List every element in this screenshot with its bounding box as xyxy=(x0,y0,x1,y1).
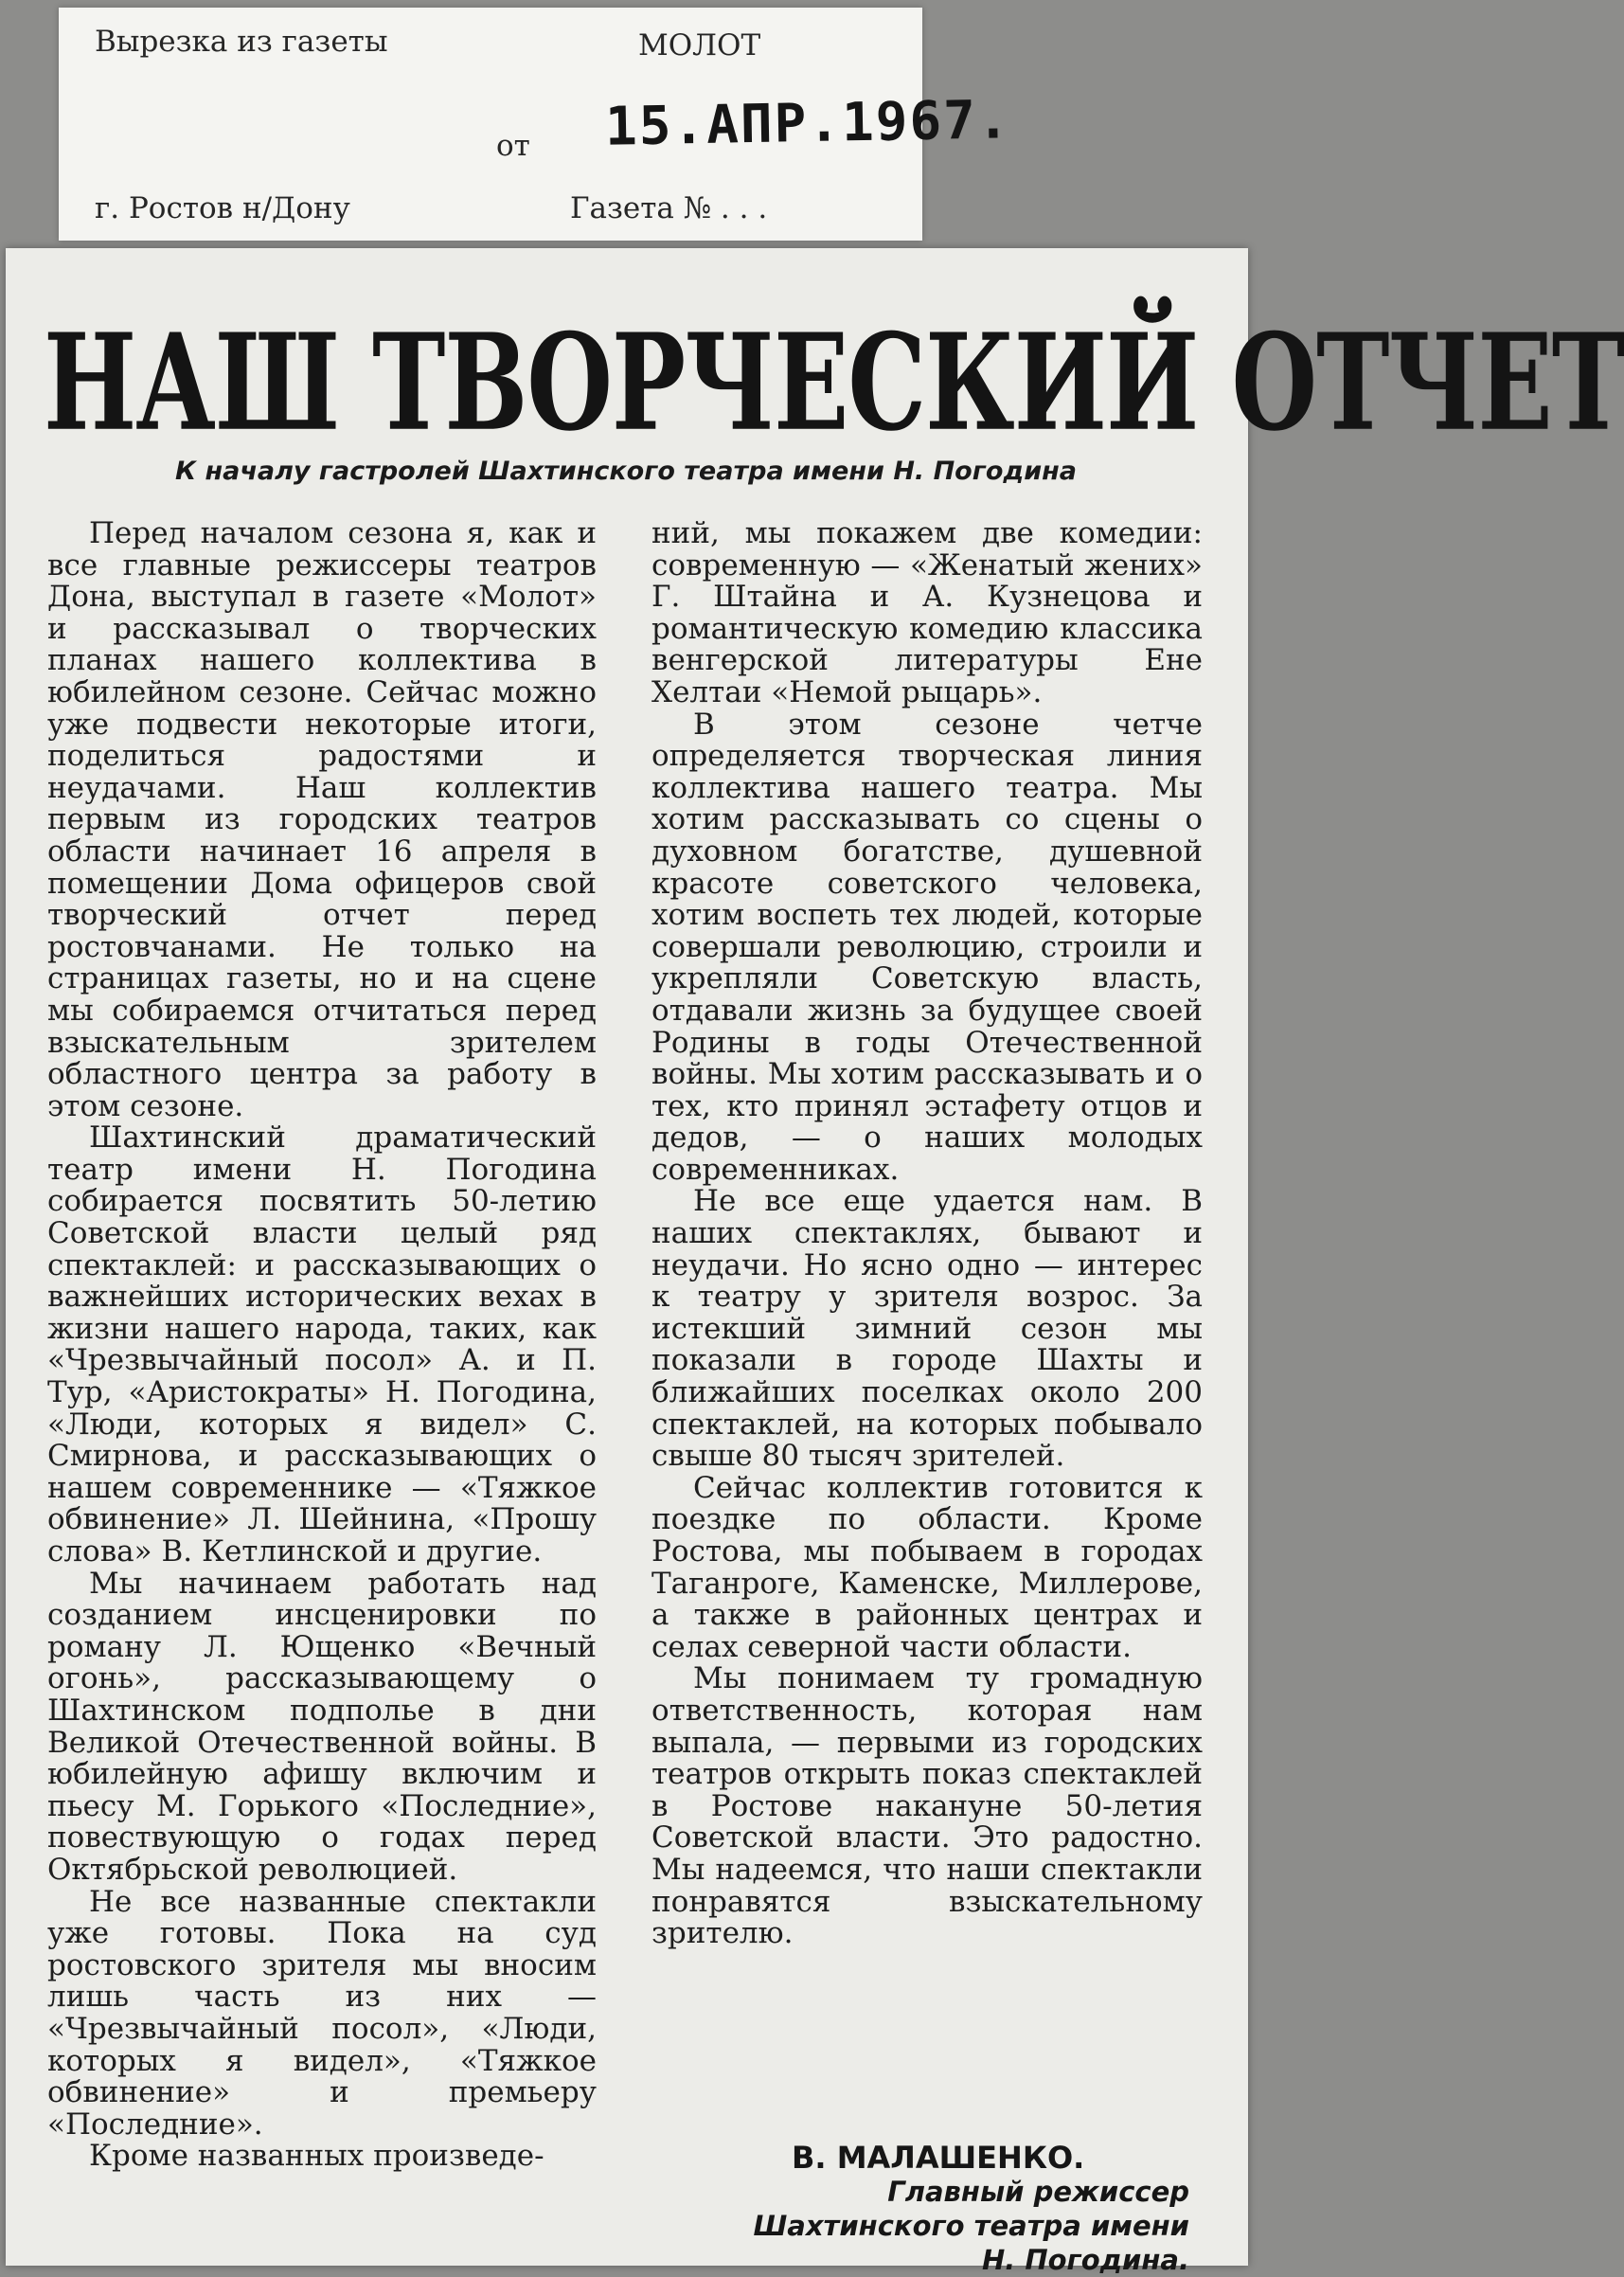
clipping-label-card xyxy=(59,8,1012,241)
article-headline: НАШ ТВОРЧЕСКИЙ ОТЧЕТ xyxy=(44,303,1624,461)
right-column xyxy=(651,518,1203,1950)
article-subheadline: К началу гастролей Шахтинского театра имени Н. Погодина xyxy=(175,457,1077,486)
paragraph: В этом сезоне четче определяется творческая линия коллектива нашего театра. Мы хотим рассказывать со сцены о духовном богатстве, душевной красоте советского человека, хотим воспеть тех людей, которые совершали революцию, строили и укрепляли Советскую власть, отдавали жизнь за будущее своей Родины в годы Отечественной войны. Мы хотим рассказывать и о тех, кто принял эстафету отцов и дедов, — о наших молодых современниках. xyxy=(651,707,1203,1187)
clipping-from-label: Вырезка из газеты xyxy=(95,25,388,59)
paragraph: Кроме названных произведе- xyxy=(89,2139,544,2174)
author-title: Шахтинского театра имени xyxy=(753,2210,1189,2242)
paragraph: ний, мы покажем две комедии: современную — «Женатый жених» Г. Штайна и А. Кузнецова и романтическую комедию классика венгерской литературы Ене Хелтаи «Немой рыцарь». xyxy=(651,516,1203,709)
paragraph: Не все названные спектакли уже готовы. Пока на суд ростовского зрителя мы вносим лишь часть из них — «Чрезвычайный посол», «Люди, которых я видел», «Тяжкое обвинение» и премьеру «Последние». xyxy=(47,1884,597,2142)
author-title: Главный режиссер xyxy=(887,2176,1189,2208)
newspaper-name: МОЛОТ xyxy=(638,28,761,63)
paragraph: Не все еще удается нам. В наших спектаклях, бывают и неудачи. Но ясно одно — интерес к театру у зрителя возрос. За истекший зимний сезон мы показали в городе Шахты и ближайших поселках около 200 спектаклей, на которых побывало свыше 80 тысяч зрителей. xyxy=(651,1184,1203,1474)
author-name: В. МАЛАШЕНКО. xyxy=(792,2140,1085,2176)
paragraph: Мы начинаем работать над созданием инсценировки по роману Л. Ющенко «Вечный огонь», рассказывающему о Шахтинском подполье в дни Великой Отечественной войны. В юбилейную афишу включим и пьесу М. Горького «Последние», повествующую о годах перед Октябрьской революцией. xyxy=(47,1566,597,1887)
author-title: Н. Погодина. xyxy=(981,2244,1189,2276)
date-prefix: от xyxy=(496,129,530,163)
city-label: г. Ростов н/Дону xyxy=(95,191,350,225)
issue-number-label: Газета № . . . xyxy=(570,191,768,225)
paragraph: Шахтинский драматический театр имени Н. Погодина собирается посвятить 50-летию Советской власти целый ряд спектаклей: и рассказывающих о важнейших исторических вехах в жизни нашего народа, таких, как «Чрезвычайный посол» А. и П. Тур, «Аристократы» Н. Погодина, «Люди, которых я видел» С. Смирнова, и рассказывающих о нашем современнике — «Тяжкое обвинение» Л. Шейнина, «Прошу слова» В. Кетлинской и другие. xyxy=(47,1121,597,1569)
author-signature xyxy=(631,2141,1218,2277)
paragraph: Мы понимаем ту громадную ответственность, которая нам выпала, — первыми из городских театров открыть показ спектаклей в Ростове накануне 50-летия Советской власти. Это радостно. Мы надеемся, что наши спектакли понравятся взыскательному зрителю. xyxy=(651,1661,1203,1951)
paragraph: Перед началом сезона я, как и все главные режиссеры театров Дона, выступал в газете «Молот» и рассказывал о творческих планах нашего коллектива в юбилейном сезоне. Сейчас можно уже подвести некоторые итоги, поделиться радостями и неудачами. Наш коллектив первым из городских театров области начинает 16 апреля в помещении Дома офицеров свой творческий отчет перед ростовчанами. Не только на страницах газеты, но и на сцене мы собираемся отчитаться перед взыскательным зрителем областного центра за работу в этом сезоне. xyxy=(47,516,597,1123)
newspaper-clipping xyxy=(6,248,1624,2276)
date-stamp: 15.АПР.1967. xyxy=(604,89,1012,158)
left-column xyxy=(47,518,597,2173)
paragraph: Сейчас коллектив готовится к поездке по области. Кроме Ростова, мы побываем в городах Таганроге, Каменске, Миллерове, а также в районных центрах и селах северной части области. xyxy=(651,1470,1203,1664)
